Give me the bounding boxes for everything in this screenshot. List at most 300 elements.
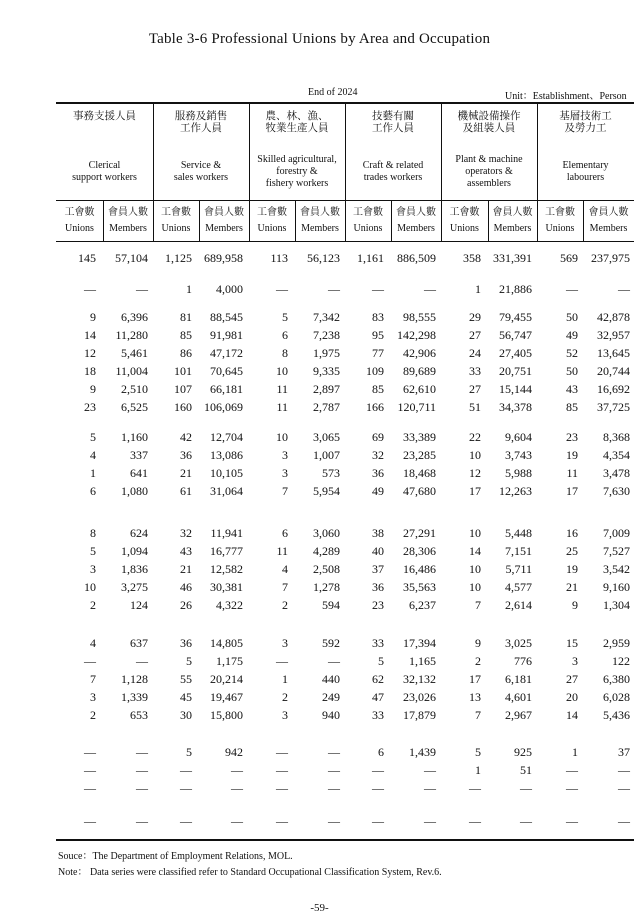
members-cell: 10,105 (210, 466, 243, 480)
members-cell: 5,988 (505, 466, 532, 480)
members-cell: 6,525 (121, 400, 148, 414)
members-cell: 5,711 (505, 562, 532, 576)
category-en-label: Clerical support workers (72, 160, 137, 183)
members-cell: 3,275 (121, 580, 148, 594)
members-cell: 1,165 (409, 654, 436, 668)
members-cell: 1,278 (313, 580, 340, 594)
unions-cell: 166 (366, 400, 384, 414)
unions-cell: 62 (372, 672, 384, 686)
unions-cell: 2 (90, 708, 96, 722)
members-cell: 8,368 (603, 430, 630, 444)
members-cell: 142,298 (397, 328, 436, 342)
members-cell: 1,304 (603, 598, 630, 612)
members-cell: 1,439 (409, 745, 436, 759)
unions-cell: 109 (366, 364, 384, 378)
unions-cell: 27 (469, 328, 481, 342)
members-cell: 30,381 (210, 580, 243, 594)
members-cell: — (618, 814, 630, 828)
unions-cell: 81 (180, 310, 192, 324)
unions-cell: 69 (372, 430, 384, 444)
members-cell: 5,448 (505, 526, 532, 540)
members-cell: — (520, 781, 532, 795)
unions-cell: — (276, 654, 288, 668)
members-cell: 15,800 (210, 708, 243, 722)
members-cell: 34,378 (499, 400, 532, 414)
unions-cell: — (372, 763, 384, 777)
unions-cell: — (180, 763, 192, 777)
unions-cell: 32 (180, 526, 192, 540)
members-cell: 653 (130, 708, 148, 722)
unions-cell: 14 (566, 708, 578, 722)
unions-cell: 5 (90, 544, 96, 558)
members-cell: 4,322 (216, 598, 243, 612)
members-cell: 91,981 (210, 328, 243, 342)
unions-cell: 6 (90, 484, 96, 498)
unions-cell: 45 (180, 690, 192, 704)
unions-cell: 1 (475, 282, 481, 296)
members-cell: 2,959 (603, 636, 630, 650)
members-cell: — (136, 814, 148, 828)
unions-cell: 85 (372, 382, 384, 396)
members-cell: — (136, 654, 148, 668)
category-en-label: Craft & related trades workers (362, 160, 424, 183)
members-cell: 14,805 (210, 636, 243, 650)
members-cell: — (424, 763, 436, 777)
members-cell: 3,065 (313, 430, 340, 444)
members-cell: 337 (130, 448, 148, 462)
unions-cell: 4 (90, 636, 96, 650)
members-cell: 56,747 (499, 328, 532, 342)
source-note: Souce：The Department of Employment Relations, MOL. (58, 851, 293, 862)
unions-cell: 5 (282, 310, 288, 324)
members-zh-header: 會員人數 (396, 207, 436, 218)
unions-cell: 12 (84, 346, 96, 360)
unions-en-header: Unions (65, 223, 94, 234)
members-cell: 120,711 (397, 400, 436, 414)
unions-cell: 18 (84, 364, 96, 378)
unions-cell: 107 (174, 382, 192, 396)
unions-cell: 1 (572, 745, 578, 759)
unions-cell: 85 (566, 400, 578, 414)
unions-cell: 29 (469, 310, 481, 324)
unions-cell: 36 (180, 636, 192, 650)
unions-cell: — (276, 745, 288, 759)
members-cell: 12,704 (210, 430, 243, 444)
members-cell: — (231, 781, 243, 795)
unions-cell: 17 (469, 672, 481, 686)
members-en-header: Members (205, 223, 243, 234)
unions-zh-header: 工會數 (257, 207, 287, 218)
unions-cell: 11 (276, 382, 288, 396)
unions-cell: 21 (180, 466, 192, 480)
members-cell: 4,354 (603, 448, 630, 462)
members-cell: 637 (130, 636, 148, 650)
unions-cell: — (566, 763, 578, 777)
members-cell: — (424, 282, 436, 296)
unions-zh-header: 工會數 (161, 207, 191, 218)
members-cell: 776 (514, 654, 532, 668)
category-en-label: Elementary labourers (562, 160, 609, 183)
unions-cell: 27 (469, 382, 481, 396)
unions-cell: 1 (186, 282, 192, 296)
unions-cell: 7 (282, 580, 288, 594)
members-cell: 20,744 (597, 364, 630, 378)
members-cell: 689,958 (204, 251, 243, 265)
unions-cell: 10 (469, 580, 481, 594)
members-cell: 106,069 (204, 400, 243, 414)
unions-cell: 14 (84, 328, 96, 342)
unions-cell: 24 (469, 346, 481, 360)
members-cell: 47,680 (403, 484, 436, 498)
members-cell: — (231, 814, 243, 828)
unions-cell: — (84, 282, 96, 296)
members-cell: 31,064 (210, 484, 243, 498)
members-cell: 9,160 (603, 580, 630, 594)
unions-cell: — (469, 814, 481, 828)
members-cell: 70,645 (210, 364, 243, 378)
rule-bottom (56, 839, 634, 841)
unions-cell: 86 (180, 346, 192, 360)
members-cell: 4,601 (505, 690, 532, 704)
unions-cell: 5 (90, 430, 96, 444)
unions-cell: 5 (186, 654, 192, 668)
unions-cell: 358 (463, 251, 481, 265)
unions-cell: 6 (378, 745, 384, 759)
members-cell: 1,339 (121, 690, 148, 704)
unions-cell: 19 (566, 448, 578, 462)
period-label: End of 2024 (308, 87, 358, 98)
members-en-header: Members (397, 223, 435, 234)
members-cell: — (328, 282, 340, 296)
members-cell: 23,026 (403, 690, 436, 704)
unions-cell: — (84, 781, 96, 795)
unions-cell: 36 (372, 580, 384, 594)
members-cell: 1,007 (313, 448, 340, 462)
unions-cell: 23 (372, 598, 384, 612)
members-cell: 925 (514, 745, 532, 759)
unions-cell: 3 (282, 636, 288, 650)
members-cell: 3,025 (505, 636, 532, 650)
unions-cell: 26 (180, 598, 192, 612)
members-cell: 66,181 (210, 382, 243, 396)
members-cell: 27,291 (403, 526, 436, 540)
members-cell: 573 (322, 466, 340, 480)
members-cell: 3,060 (313, 526, 340, 540)
members-cell: 6,380 (603, 672, 630, 686)
unions-cell: 13 (469, 690, 481, 704)
members-cell: 7,238 (313, 328, 340, 342)
unions-cell: 33 (372, 636, 384, 650)
members-cell: 62,610 (403, 382, 436, 396)
members-cell: 1,836 (121, 562, 148, 576)
unions-cell: 1 (475, 763, 481, 777)
category-en-label: Plant & machine operators & assemblers (455, 154, 523, 189)
unions-cell: 10 (469, 448, 481, 462)
unions-cell: 33 (469, 364, 481, 378)
members-cell: 13,645 (597, 346, 630, 360)
members-cell: 594 (322, 598, 340, 612)
members-en-header: Members (301, 223, 339, 234)
members-cell: 32,957 (597, 328, 630, 342)
unions-en-header: Unions (161, 223, 191, 234)
unions-cell: 4 (90, 448, 96, 462)
unions-cell: 2 (90, 598, 96, 612)
unions-cell: 101 (174, 364, 192, 378)
members-cell: 27,405 (499, 346, 532, 360)
unions-cell: 32 (372, 448, 384, 462)
unions-cell: 37 (372, 562, 384, 576)
members-cell: 19,467 (210, 690, 243, 704)
members-cell: 56,123 (307, 251, 340, 265)
members-cell: 624 (130, 526, 148, 540)
members-cell: 98,555 (403, 310, 436, 324)
unions-cell: 2 (282, 690, 288, 704)
members-cell: 2,614 (505, 598, 532, 612)
unions-cell: 14 (469, 544, 481, 558)
members-cell: 21,886 (499, 282, 532, 296)
members-cell: 2,510 (121, 382, 148, 396)
category-zh-label: 農、林、漁、 牧業生產人員 (265, 110, 329, 134)
members-cell: 237,975 (591, 251, 630, 265)
members-cell: 11,004 (115, 364, 148, 378)
unions-cell: 17 (469, 484, 481, 498)
members-cell: 7,630 (603, 484, 630, 498)
unions-cell: 6 (282, 526, 288, 540)
members-cell: 32,132 (403, 672, 436, 686)
unions-cell: 21 (566, 580, 578, 594)
members-cell: 17,394 (403, 636, 436, 650)
table-title: Table 3-6 Professional Unions by Area and Occupation (148, 31, 491, 47)
unions-cell: 9 (90, 310, 96, 324)
unions-cell: 7 (475, 708, 481, 722)
unions-cell: 23 (566, 430, 578, 444)
members-cell: 4,000 (216, 282, 243, 296)
unions-cell: 10 (84, 580, 96, 594)
members-cell: 33,389 (403, 430, 436, 444)
members-cell: 5,461 (121, 346, 148, 360)
unions-cell: 10 (276, 430, 288, 444)
unions-en-header: Unions (257, 223, 287, 234)
members-cell: 20,214 (210, 672, 243, 686)
members-cell: 23,285 (403, 448, 436, 462)
unions-cell: 8 (282, 346, 288, 360)
members-cell: 1,175 (216, 654, 243, 668)
members-cell: 88,545 (210, 310, 243, 324)
members-cell: 249 (322, 690, 340, 704)
members-cell: 6,237 (409, 598, 436, 612)
members-cell: 5,954 (313, 484, 340, 498)
members-cell: — (136, 781, 148, 795)
unions-cell: 10 (469, 526, 481, 540)
category-zh-label: 基層技術工 及勞力工 (559, 110, 612, 134)
members-cell: 942 (225, 745, 243, 759)
members-cell: 1,975 (313, 346, 340, 360)
unions-cell: 43 (180, 544, 192, 558)
members-cell: 13,086 (210, 448, 243, 462)
unions-cell: — (372, 282, 384, 296)
category-zh-label: 機械設備操作 及組裝人員 (457, 110, 521, 134)
unions-cell: — (566, 814, 578, 828)
unit-label: Unit：Establishment、Person (505, 91, 627, 102)
members-cell: 11,280 (115, 328, 148, 342)
members-cell: 331,391 (493, 251, 532, 265)
unions-cell: 4 (282, 562, 288, 576)
unions-cell: — (469, 781, 481, 795)
members-zh-header: 會員人數 (492, 207, 533, 218)
unions-cell: 160 (174, 400, 192, 414)
unions-cell: 55 (180, 672, 192, 686)
unions-cell: — (84, 654, 96, 668)
members-cell: — (328, 763, 340, 777)
unions-cell: 85 (180, 328, 192, 342)
unions-cell: 8 (90, 526, 96, 540)
unions-cell: 61 (180, 484, 192, 498)
unions-cell: 43 (566, 382, 578, 396)
members-cell: — (520, 814, 532, 828)
unions-cell: 51 (469, 400, 481, 414)
unions-cell: 569 (560, 251, 578, 265)
unions-en-header: Unions (450, 223, 479, 234)
members-cell: 641 (130, 466, 148, 480)
unions-cell: 77 (372, 346, 384, 360)
unions-cell: 40 (372, 544, 384, 558)
members-cell: 57,104 (115, 251, 148, 265)
members-cell: 1,160 (121, 430, 148, 444)
unions-cell: 30 (180, 708, 192, 722)
members-cell: 79,455 (499, 310, 532, 324)
members-cell: — (328, 745, 340, 759)
unions-cell: 36 (372, 466, 384, 480)
unions-cell: 10 (469, 562, 481, 576)
unions-cell: 5 (475, 745, 481, 759)
classification-note: Note： Data series were classified refer to Standard Occupational Classification System, Rev.6. (58, 867, 442, 878)
members-cell: 89,689 (403, 364, 436, 378)
unions-cell: 3 (282, 466, 288, 480)
unions-cell: 27 (566, 672, 578, 686)
unions-en-header: Unions (353, 223, 383, 234)
members-cell: — (618, 763, 630, 777)
unions-cell: 16 (566, 526, 578, 540)
members-cell: 122 (612, 654, 630, 668)
members-cell: — (231, 763, 243, 777)
unions-cell: — (180, 781, 192, 795)
unions-cell: 2 (475, 654, 481, 668)
members-cell: 47,172 (210, 346, 243, 360)
unions-zh-header: 工會數 (353, 207, 383, 218)
members-cell: 18,468 (403, 466, 436, 480)
members-cell: 1,128 (121, 672, 148, 686)
unions-cell: 2 (282, 598, 288, 612)
unions-cell: — (276, 781, 288, 795)
members-cell: — (424, 814, 436, 828)
members-cell: — (328, 781, 340, 795)
unions-cell: 113 (270, 251, 288, 265)
members-cell: 42,906 (403, 346, 436, 360)
unions-cell: 33 (372, 708, 384, 722)
members-cell: 886,509 (397, 251, 436, 265)
unions-cell: — (84, 814, 96, 828)
unions-cell: 5 (378, 654, 384, 668)
members-cell: 4,289 (313, 544, 340, 558)
members-zh-header: 會員人數 (300, 207, 340, 218)
unions-cell: 23 (84, 400, 96, 414)
unions-cell: 5 (186, 745, 192, 759)
unions-cell: 3 (282, 708, 288, 722)
members-cell: 3,542 (603, 562, 630, 576)
members-zh-header: 會員人數 (108, 207, 148, 218)
members-cell: 20,751 (499, 364, 532, 378)
members-cell: 12,582 (210, 562, 243, 576)
members-cell: 5,436 (603, 708, 630, 722)
unions-cell: 1,161 (357, 251, 384, 265)
members-cell: 7,527 (603, 544, 630, 558)
members-cell: 6,028 (603, 690, 630, 704)
members-cell: 16,777 (210, 544, 243, 558)
page-number: -59- (310, 902, 329, 914)
unions-cell: 12 (469, 466, 481, 480)
members-cell: 28,306 (403, 544, 436, 558)
members-en-header: Members (589, 223, 628, 234)
members-cell: 12,263 (499, 484, 532, 498)
members-cell: — (424, 781, 436, 795)
unions-cell: 9 (90, 382, 96, 396)
unions-cell: 49 (372, 484, 384, 498)
members-cell: 7,009 (603, 526, 630, 540)
unions-cell: 36 (180, 448, 192, 462)
members-cell: 2,897 (313, 382, 340, 396)
members-cell: 35,563 (403, 580, 436, 594)
category-en-label: Service & sales workers (173, 160, 229, 183)
unions-zh-header: 工會數 (545, 207, 575, 218)
members-cell: 592 (322, 636, 340, 650)
unions-cell: 11 (276, 400, 288, 414)
unions-cell: 3 (90, 690, 96, 704)
unions-cell: 10 (276, 364, 288, 378)
unions-cell: 95 (372, 328, 384, 342)
members-cell: 6,396 (121, 310, 148, 324)
unions-cell: 50 (566, 310, 578, 324)
unions-cell: 38 (372, 526, 384, 540)
unions-cell: 3 (282, 448, 288, 462)
unions-cell: 15 (566, 636, 578, 650)
members-cell: 15,144 (499, 382, 532, 396)
unions-cell: — (566, 282, 578, 296)
unions-cell: 9 (475, 636, 481, 650)
unions-cell: — (276, 814, 288, 828)
members-cell: — (328, 814, 340, 828)
members-zh-header: 會員人數 (204, 207, 244, 218)
unions-cell: — (566, 781, 578, 795)
members-cell: — (136, 763, 148, 777)
members-cell: 3,478 (603, 466, 630, 480)
unions-zh-header: 工會數 (64, 207, 95, 218)
unions-cell: — (372, 781, 384, 795)
members-cell: 17,879 (403, 708, 436, 722)
rule-header-bottom (56, 241, 634, 242)
members-cell: 2,508 (313, 562, 340, 576)
unions-cell: 42 (180, 430, 192, 444)
members-en-header: Members (109, 223, 147, 234)
unions-cell: — (84, 745, 96, 759)
members-cell: 1,080 (121, 484, 148, 498)
unions-cell: 7 (90, 672, 96, 686)
unions-cell: 1 (282, 672, 288, 686)
unions-cell: 1 (90, 466, 96, 480)
members-cell: 6,181 (505, 672, 532, 686)
members-cell: 37 (618, 745, 630, 759)
members-cell: 42,878 (597, 310, 630, 324)
category-en-label: Skilled agricultural, forestry & fishery workers (257, 154, 337, 189)
